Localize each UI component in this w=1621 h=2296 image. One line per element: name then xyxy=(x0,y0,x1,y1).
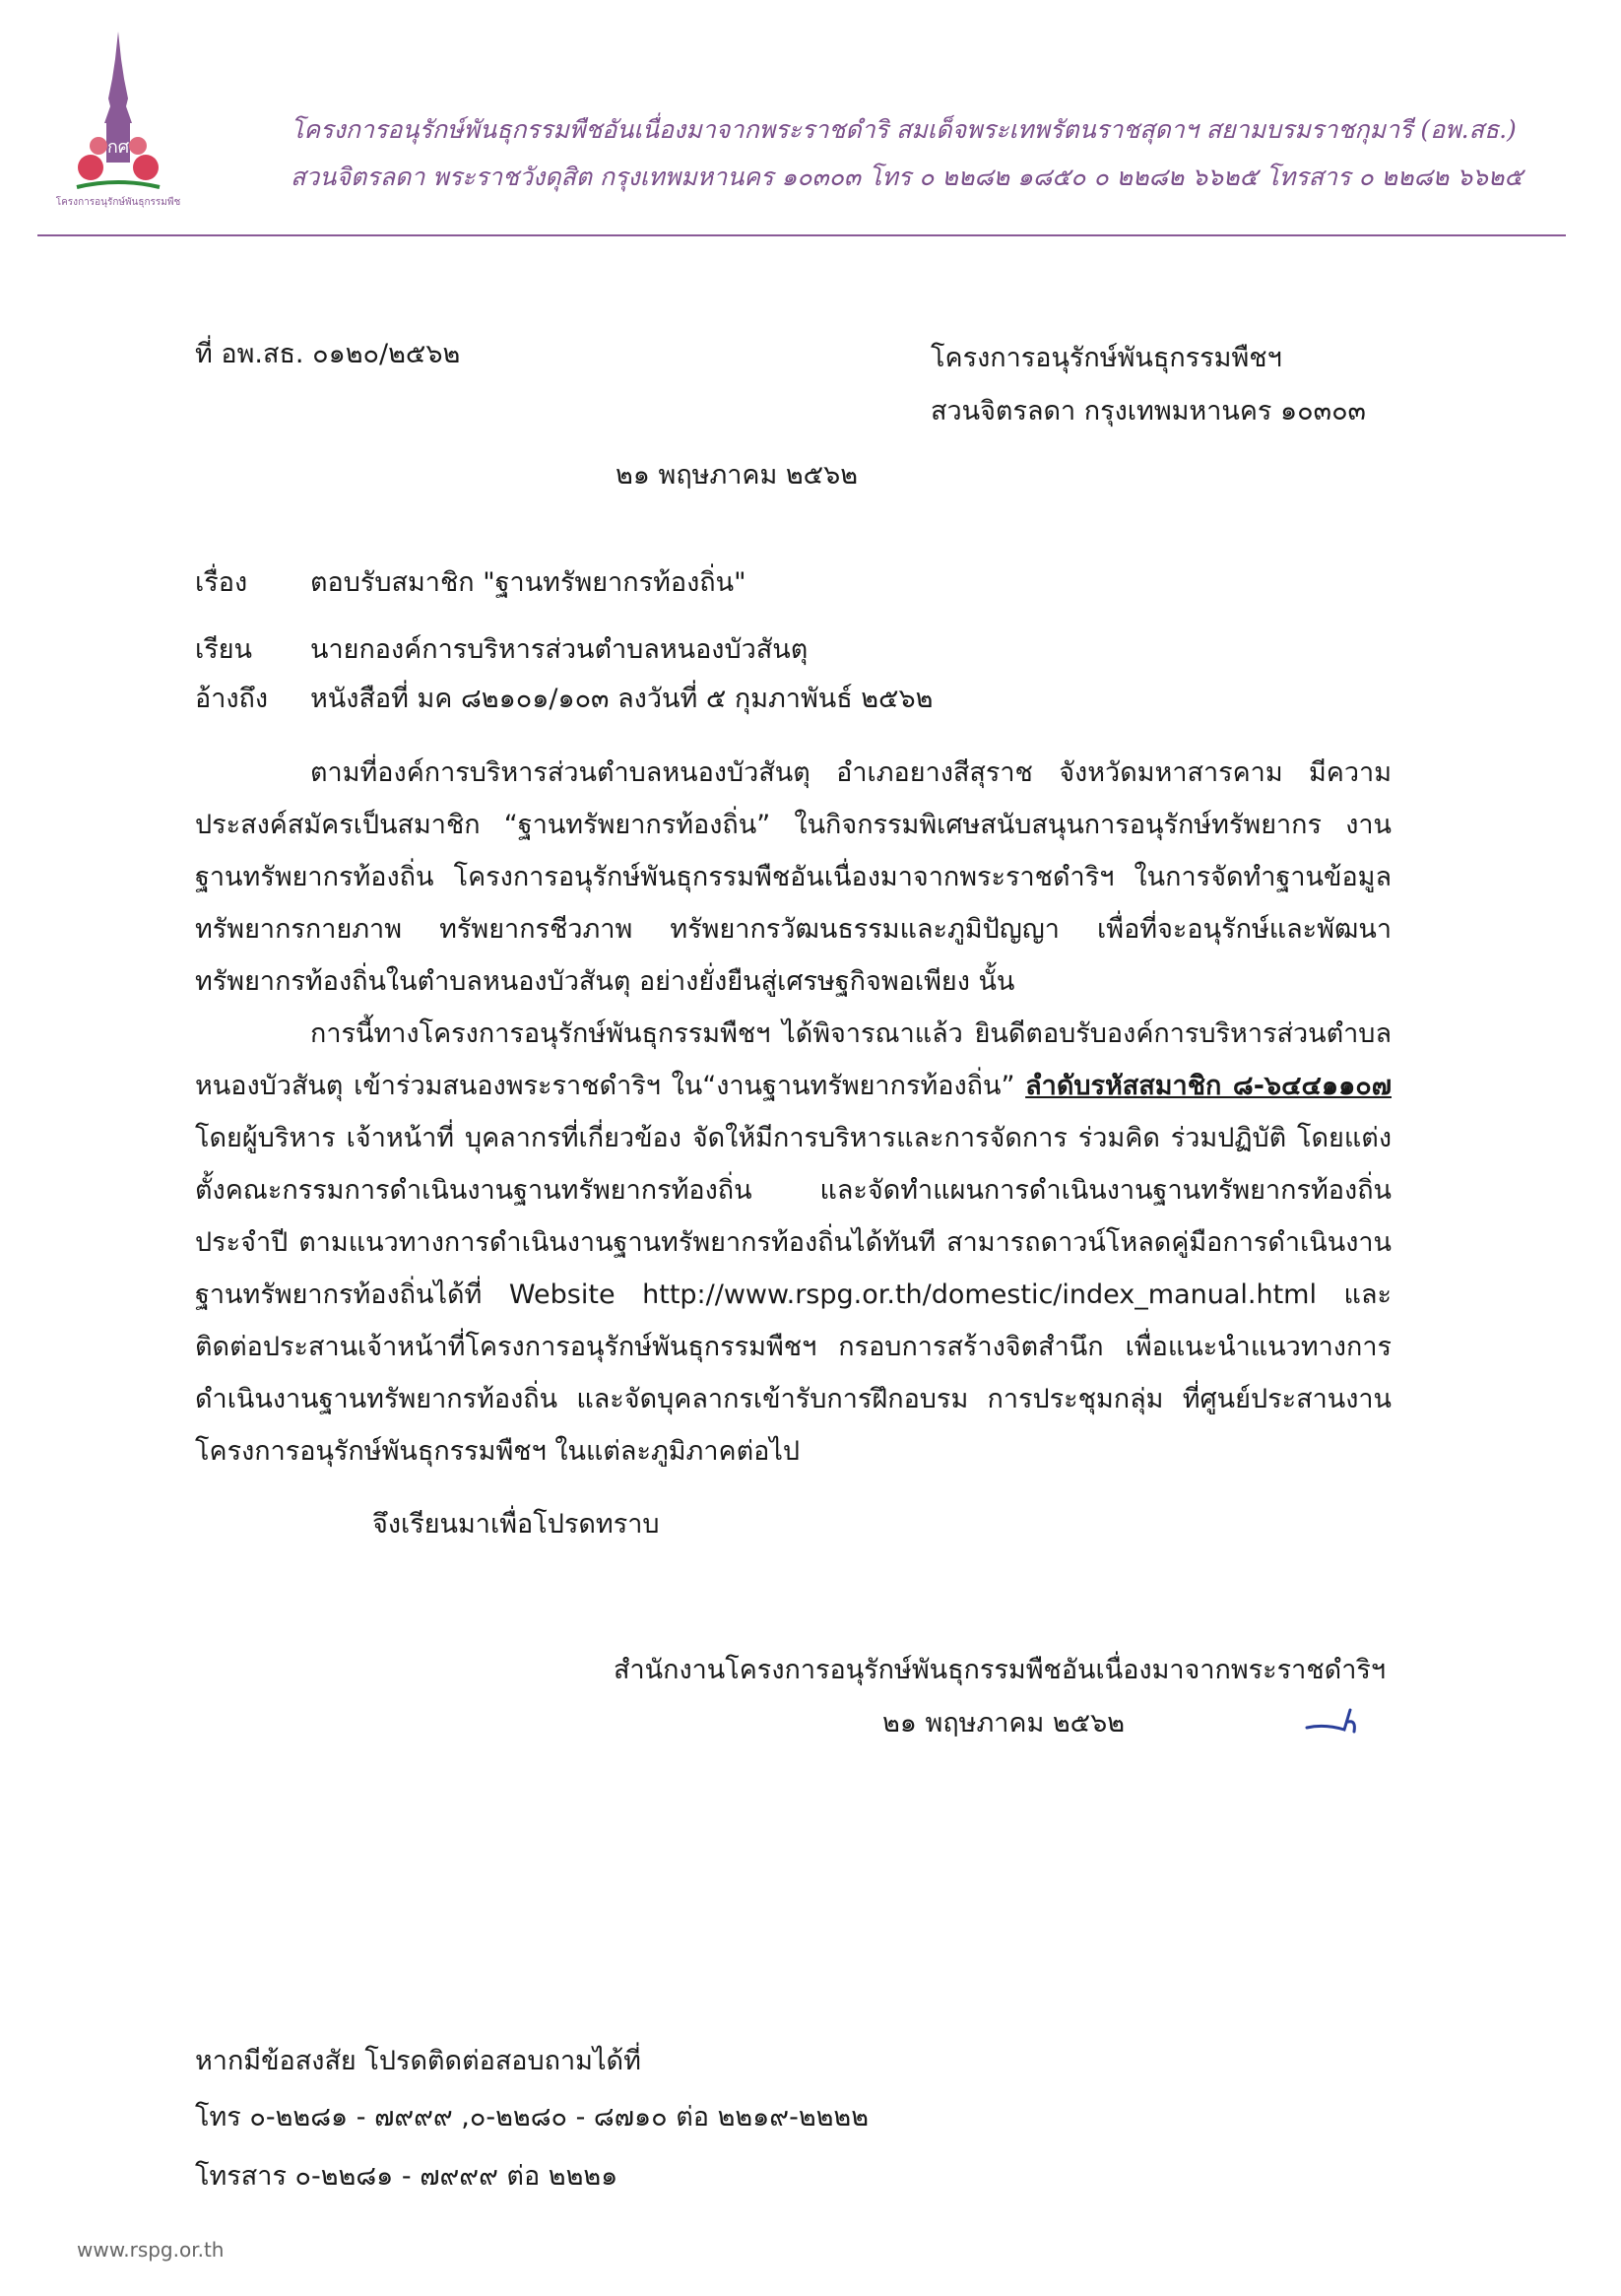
contact-intro: หากมีข้อสงสัย โปรดติดต่อสอบถามได้ที่ xyxy=(195,2046,641,2076)
contact-phone: โทร ๐-๒๒๘๑ - ๗๙๙๙ ,๐-๒๒๘๐ - ๘๗๑๐ ต่อ ๒๒๑๙-๒๒๒๒ xyxy=(195,2102,870,2132)
signature-organization: สำนักงานโครงการอนุรักษ์พันธุกรรมพืชอันเนื่องมาจากพระราชดำริฯ xyxy=(614,1655,1387,1685)
recipient-label: เรียน xyxy=(195,634,253,665)
svg-text:โครงการอนุรักษ์พันธุกรรมพืช: โครงการอนุรักษ์พันธุกรรมพืช xyxy=(55,197,181,208)
svg-text:กศ: กศ xyxy=(106,137,130,158)
body-paragraph-2-part-a: การนี้ทางโครงการอนุรักษ์พันธุกรรมพืชฯ ได้พิจารณาแล้ว ยินดีตอบรับองค์การบริหารส่วนตำบลหนองบัวสันตุ เข้าร่วมสนองพระราชดำริฯ ใน“งานฐานทรัพยากรท้องถิ่น” xyxy=(195,1018,1392,1101)
reference-text: หนังสือที่ มค ๘๒๑๐๑/๑๐๓ ลงวันที่ ๕ กุมภาพันธ์ ๒๕๖๒ xyxy=(310,684,934,714)
sender-name: โครงการอนุรักษ์พันธุกรรมพืชฯ xyxy=(931,343,1282,373)
closing-text: จึงเรียนมาเพื่อโปรดทราบ xyxy=(372,1509,660,1540)
document-number: ที่ อพ.สธ. ๐๑๒๐/๒๕๖๒ xyxy=(195,339,461,369)
subject-label: เรื่อง xyxy=(195,567,248,598)
handwritten-signature xyxy=(1305,1702,1364,1737)
letterhead-line1: โครงการอนุรักษ์พันธุกรรมพืชอันเนื่องมาจากพระราชดำริ สมเด็จพระเทพรัตนราชสุดาฯ สยามบรมราชกุมารี (อพ.สธ.) xyxy=(291,115,1517,144)
body-paragraph-1: ตามที่องค์การบริหารส่วนตำบลหนองบัวสันตุ อำเภอยางสีสุราช จังหวัดมหาสารคาม มีความประสงค์สมัครเป็นสมาชิก “ฐานทรัพยากรท้องถิ่น” ในกิจกรรมพิเศษสนับสนุนการอนุรักษ์ทรัพยากร งานฐานทรัพยากรท้องถิ่น โครงการอนุรักษ์พันธุกรรมพืชอันเนื่องมาจากพระราชดำริฯ ในการจัดทำฐานข้อมูลทรัพยากรกายภาพ ทรัพยากรชีวภาพ ทรัพยากรวัฒนธรรมและภูมิปัญญา เพื่อที่จะอนุรักษ์และพัฒนาทรัพยากรท้องถิ่นในตำบลหนองบัวสันตุ อย่างยั่งยืนสู่เศรษฐกิจพอเพียง นั้น xyxy=(195,757,1392,997)
body-paragraph-2 xyxy=(195,1008,1392,1477)
sender-address: สวนจิตรลดา กรุงเทพมหานคร ๑๐๓๐๓ xyxy=(931,396,1367,426)
subject-text: ตอบรับสมาชิก "ฐานทรัพยากรท้องถิ่น" xyxy=(310,567,746,598)
rspg-logo xyxy=(55,30,181,212)
reference-label: อ้างถึง xyxy=(195,684,269,714)
letter-date: ๒๑ พฤษภาคม ๒๕๖๒ xyxy=(616,460,859,491)
contact-fax: โทรสาร ๐-๒๒๘๑ - ๗๙๙๙ ต่อ ๒๒๒๑ xyxy=(195,2161,618,2192)
recipient-text: นายกองค์การบริหารส่วนตำบลหนองบัวสันตุ xyxy=(310,634,809,665)
member-code: ลำดับรหัสสมาชิก ๘-๖๔๔๑๑๐๗ xyxy=(1025,1071,1392,1101)
body-paragraph-2-part-b: โดยผู้บริหาร เจ้าหน้าที่ บุคลากรที่เกี่ยวข้อง จัดให้มีการบริหารและการจัดการ ร่วมคิด ร่วมปฏิบัติ โดยแต่งตั้งคณะกรรมการดำเนินงานฐานทรัพยากรท้องถิ่น และจัดทำแผนการดำเนินงานฐานทรัพยากรท้องถิ่นประจำปี ตามแนวทางการดำเนินงานฐานทรัพยากรท้องถิ่นได้ทันที สามารถดาวน์โหลดคู่มือการดำเนินงานฐานทรัพยากรท้องถิ่นได้ที่ Website http://www.rspg.or.th/domestic/index_manual.html และติดต่อประสานเจ้าหน้าที่โครงการอนุรักษ์พันธุกรรมพืชฯ กรอบการสร้างจิตสำนึก เพื่อแนะนำแนวทางการดำเนินงานฐานทรัพยากรท้องถิ่น และจัดบุคลากรเข้ารับการฝึกอบรม การประชุมกลุ่ม ที่ศูนย์ประสานงานโครงการอนุรักษ์พันธุกรรมพืชฯ ในแต่ละภูมิภาคต่อไป xyxy=(195,1123,1392,1467)
letterhead-line2: สวนจิตรลดา พระราชวังดุสิต กรุงเทพมหานคร ๑๐๓๐๓ โทร ๐ ๒๒๘๒ ๑๘๕๐ ๐ ๒๒๘๒ ๖๖๒๕ โทรสาร ๐ ๒๒๘๒ ๖๖๒๕ xyxy=(291,163,1524,191)
signature-date: ๒๑ พฤษภาคม ๒๕๖๒ xyxy=(882,1708,1126,1738)
letterhead-divider xyxy=(37,234,1566,236)
footer-website: www.rspg.or.th xyxy=(77,2238,225,2262)
